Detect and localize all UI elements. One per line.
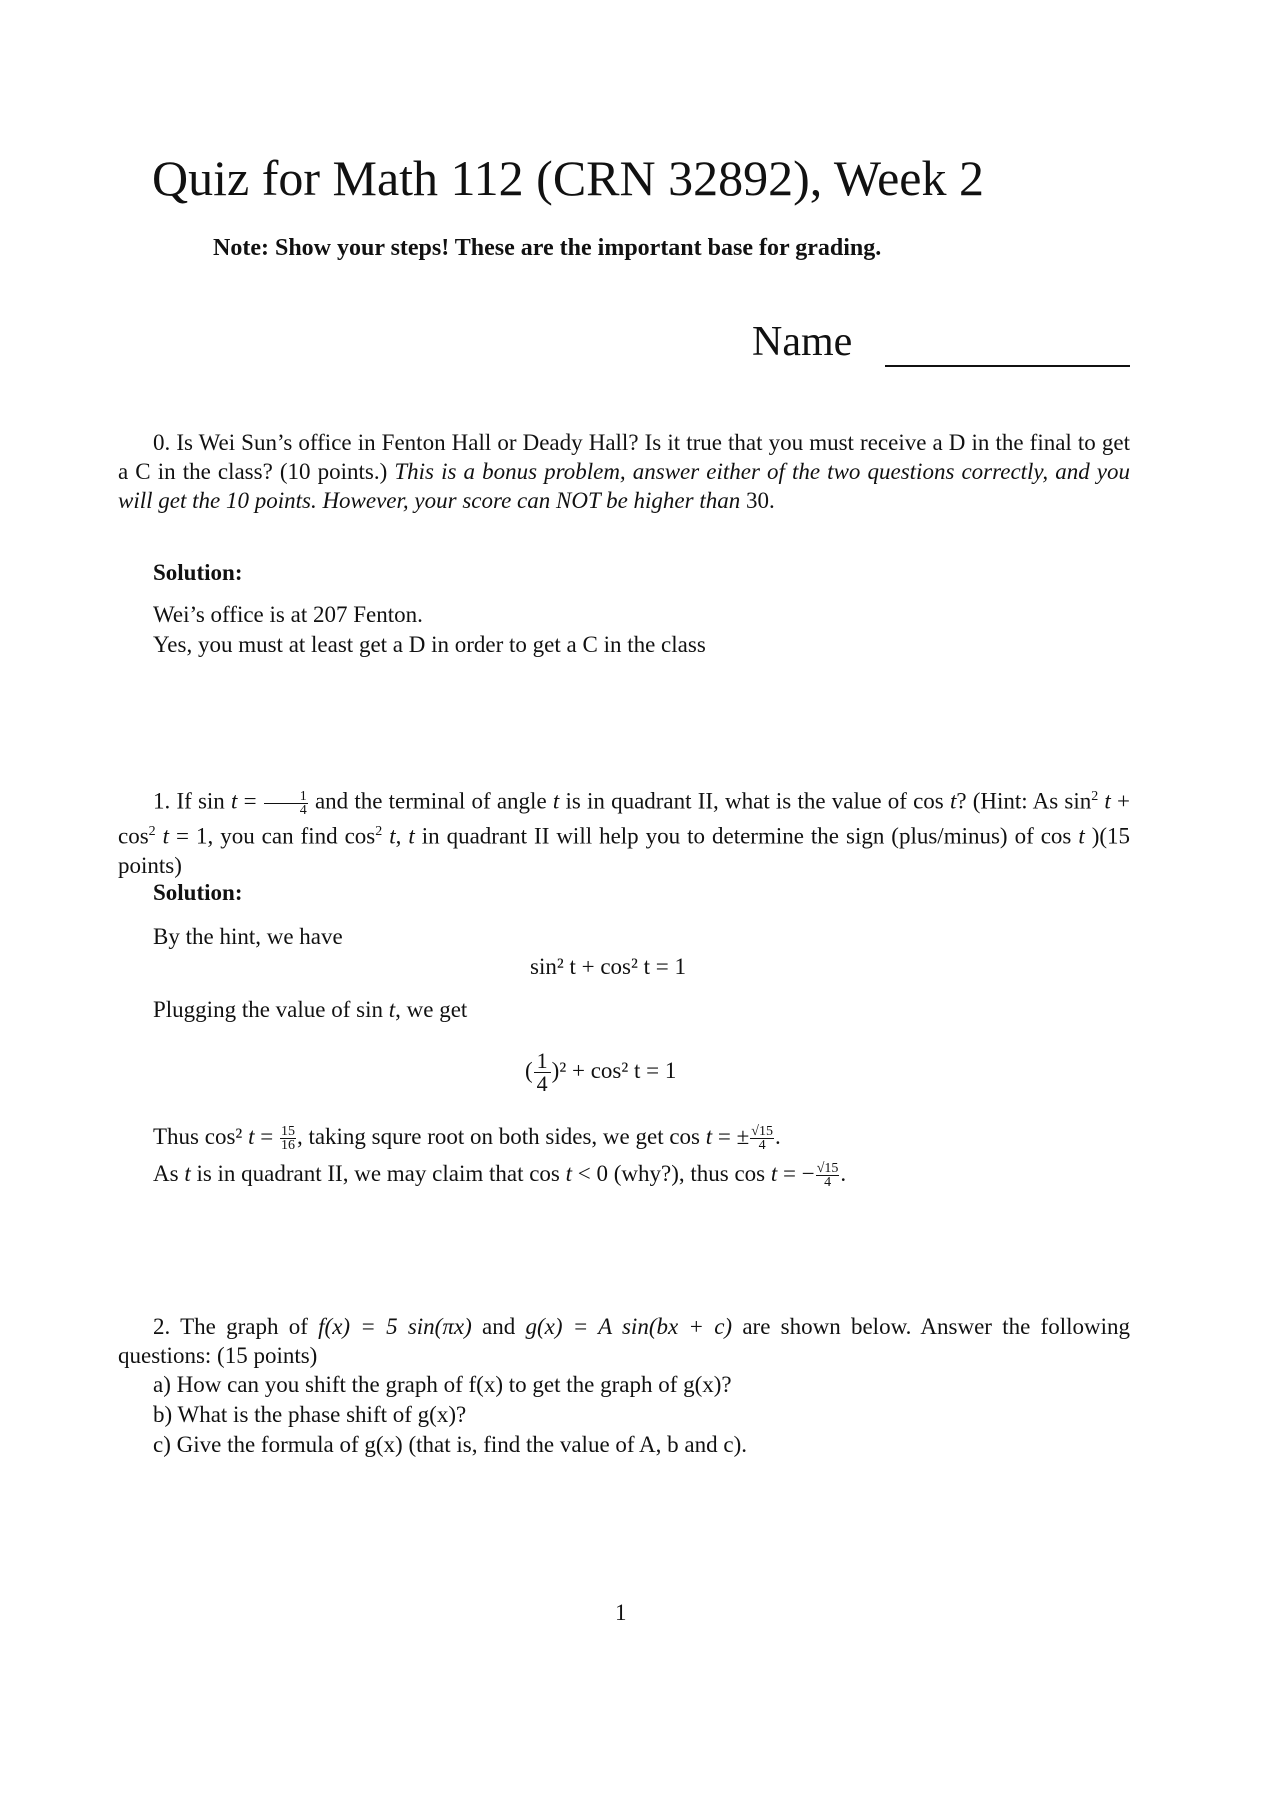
problem-0-solution-line-1: Wei’s office is at 207 Fenton. [153,602,423,627]
fraction-one-quarter: $\frac{1}{4}$ [264,790,308,817]
problem-2-question-a: a) How can you shift the graph of f(x) to get the graph of g(x)? [153,1372,732,1397]
problem-1-text: 1. If sin t = $\frac{1}{4}$ and the terminal of angle t is in quadrant II, what is the value of cos t? (Hint: As $\sin^2 t + \cos^2 t = 1$, you can find $\cos^2 t$, t in quadrant II will help you to determine the sign (plus/minus) of cos t )(15 points) [118,788,1131,878]
problem-2-question-c: c) Give the formula of g(x) (that is, find the value of A, b and c). [153,1432,747,1457]
problem-2-text: 2. The graph of f(x) = 5 sin(πx) and g(x) = A sin(bx + c) are shown below. Answer the following questions: (15 points) [118,1314,1130,1368]
equation-substituted: ( $\frac{1}{4}$ )² + cos² t = 1 [525,1048,677,1096]
problem-0-text: 0. Is Wei Sun’s office in Fenton Hall or Deady Hall? Is it true that you must receive a D in the final to get a C in the class? (10 points.) This is a bonus problem, answer either of the two questions correctly, and you will get the 10 points. However, your score can NOT be higher than 30. [118,430,1130,513]
thus-line: Thus cos² t = $\frac{15}{16}$ , taking squre root on both sides, we get cos t = ± $\frac{√15}{4}$ . [153,1124,781,1154]
equation-identity: sin² t + cos² t = 1 [530,954,687,979]
name-label: Name [752,319,853,365]
name-blank-line [885,365,1130,367]
page-number: 1 [615,1600,627,1625]
problem-2-question-b: b) What is the phase shift of g(x)? [153,1402,467,1427]
grading-note: Note: Show your steps! These are the important base for grading. [213,235,882,261]
hint-line: By the hint, we have [153,924,343,949]
problem-1-solution-label: Solution: [153,880,243,905]
problem-0-solution-label: Solution: [153,560,243,585]
plug-line: Plugging the value of sin t, we get [153,997,468,1022]
conclusion-line: As t is in quadrant II, we may claim that cos t < 0 (why?), thus cos t = − $\frac{√15}{4}$ . [153,1161,847,1191]
page-title: Quiz for Math 112 (CRN 32892), Week 2 [152,150,984,206]
problem-0-solution-line-2: Yes, you must at least get a D in order to get a C in the class [153,632,706,657]
